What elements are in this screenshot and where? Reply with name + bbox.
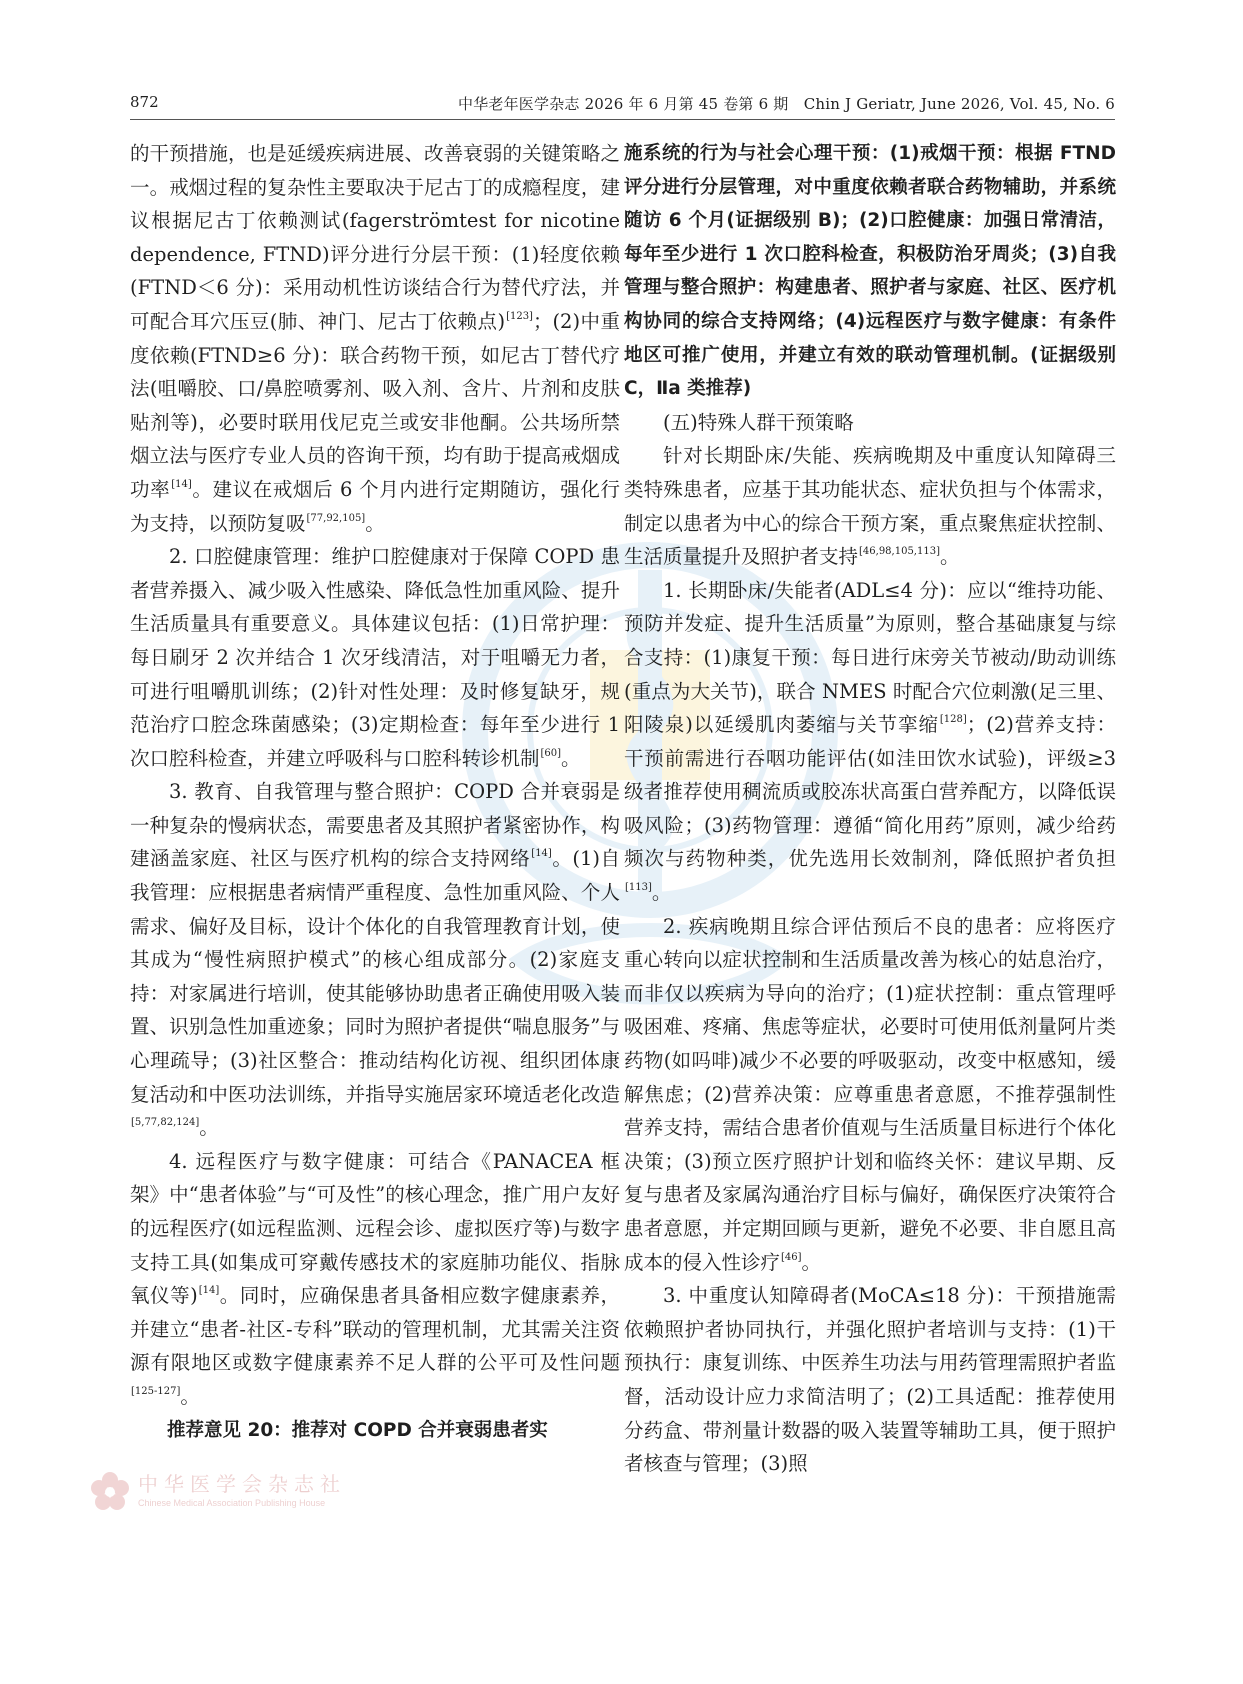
citation[interactable]: [14] [198, 1285, 220, 1297]
citation[interactable]: [77,92,105] [306, 512, 366, 524]
citation[interactable]: [5,77,82,124] [131, 1117, 200, 1129]
citation[interactable]: [14] [171, 478, 192, 490]
citation[interactable]: [46] [781, 1251, 802, 1263]
section-heading-special-populations: (五)特殊人群干预策略 [663, 410, 854, 434]
paragraph-special-populations-intro: 针对长期卧床/失能、疾病晚期及中重度认知障碍三类特殊患者，应基于其功能状态、症状负担与个体需求，制定以患者为中心的综合干预方案，重点聚焦症状控制、生活质量提升及照护者支持[46,98,105,113]。 [624, 444, 1116, 569]
paragraph-oral-health: 2. 口腔健康管理：维护口腔健康对于保障 COPD 患者营养摄入、减少吸入性感染、降低急性加重风险、提升生活质量具有重要意义。具体建议包括：(1)日常护理：每日刷牙 2 次并结合 1 次牙线清洁，对于咀嚼无力者，可进行咀嚼肌训练；(2)针对性处理：及时修复缺牙，规范治疗口腔念珠菌感染；(3)定期检查：每年至少进行 1 次口腔科检查，并建立呼吸科与口腔科转诊机制[60]。 [130, 545, 620, 770]
running-header [130, 91, 1115, 120]
paragraph-bedridden: 1. 长期卧床/失能者(ADL≤4 分)：应以“维持功能、预防并发症、提升生活质量”为原则，整合基础康复与综合支持：(1)康复干预：每日进行床旁关节被动/助动训练(重点为大关节)，联合 NMES 时配合穴位刺激(足三里、阳陵泉)以延缓肌肉萎缩与关节挛缩[128]；(2)营养支持：干预前需进行吞咽功能评估(如洼田饮水试验)，评级≥3 级者推荐使用稠流质或胶冻状高蛋白营养配方，以降低误吸风险；(3)药物管理：遵循“简化用药”原则，减少给药频次与药物种类，优先选用长效制剂，降低照护者负担[113]。 [624, 578, 1117, 905]
citation[interactable]: [60] [540, 747, 562, 759]
publisher-flower-icon [88, 1470, 132, 1514]
journal-citation: 中华老年医学杂志 2026 年 6 月第 45 卷第 6 期 Chin J Geriatr, June 2026, Vol. 45, No. 6 [458, 95, 1115, 113]
paragraph-telemedicine: 4. 远程医疗与数字健康：可结合《PANACEA 框架》中“患者体验”与“可及性”的核心理念，推广用户友好的远程医疗(如远程监测、远程会诊、虚拟医疗等)与数字支持工具(如集成可穿戴传感技术的家庭肺功能仪、指脉氧仪等)[14]。同时，应确保患者具备相应数字健康素养，并建立“患者-社区-专科”联动的管理机制，尤其需关注资源有限地区或数字健康素养不足人群的公平可及性问题[125-127]。 [130, 1149, 620, 1408]
recommendation-20-continued: 施系统的行为与社会心理干预：(1)戒烟干预：根据 FTND 评分进行分层管理，对中重度依赖者联合药物辅助，并系统随访 6 个月(证据级别 B)；(2)口腔健康：加强日常清洁，每年至少进行 1 次口腔科检查，积极防治牙周炎；(3)自我管理与整合照护：构建患者、照护者与家庭、社区、医疗机构协同的综合支持网络；(4)远程医疗与数字健康：有条件地区可推广使用，并建立有效的联动管理机制。(证据级别 C，Ⅱa 类推荐) [624, 143, 1116, 400]
citation[interactable]: [123] [506, 310, 533, 322]
right-column [624, 137, 1116, 1481]
paragraph-self-management: 3. 教育、自我管理与整合照护：COPD 合并衰弱是一种复杂的慢病状态，需要患者及其照护者紧密协作，构建涵盖家庭、社区与医疗机构的综合支持网络[14]。(1)自我管理：应根据患者病情严重程度、急性加重风险、个人需求、偏好及目标，设计个体化的自我管理教育计划，使其成为“慢性病照护模式”的核心组成部分。(2)家庭支持：对家属进行培训，使其能够协助患者正确使用吸入装置、识别急性加重迹象；同时为照护者提供“喘息服务”与心理疏导；(3)社区整合：推动结构化访视、组织团体康复活动和中医功法训练，并指导实施居家环境适老化改造[5,77,82,124]。 [130, 780, 620, 1140]
citation[interactable]: [125-127] [131, 1385, 181, 1397]
paragraph-end-stage: 2. 疾病晚期且综合评估预后不良的患者：应将医疗重心转向以症状控制和生活质量改善为核心的姑息治疗，而非仅以疾病为导向的治疗；(1)症状控制：重点管理呼吸困难、疼痛、焦虑等症状，必要时可使用低剂量阿片类药物(如吗啡)减少不必要的呼吸驱动，改变中枢感知，缓解焦虑；(2)营养决策：应尊重患者意愿，不推荐强制性营养支持，需结合患者价值观与生活质量目标进行个体化决策；(3)预立医疗照护计划和临终关怀：建议早期、反复与患者及家属沟通治疗目标与偏好，确保医疗决策符合患者意愿，并定期回顾与更新，避免不必要、非自愿且高成本的侵入性诊疗[46]。 [624, 914, 1116, 1274]
left-column [130, 137, 620, 1447]
paragraph-smoking-cessation: 的干预措施，也是延缓疾病进展、改善衰弱的关键策略之一。戒烟过程的复杂性主要取决于尼古丁的成瘾程度，建议根据尼古丁依赖测试(fagerströmtest for nicotine dependence, FTND)评分进行分层干预：(1)轻度依赖(FTND＜6 分)：采用动机性访谈结合行为替代疗法，并可配合耳穴压豆(肺、神门、尼古丁依赖点)[123]；(2)中重度依赖(FTND≥6 分)：联合药物干预，如尼古丁替代疗法(咀嚼胶、口/鼻腔喷雾剂、吸入剂、含片、片剂和皮肤贴剂等)，必要时联用伐尼克兰或安非他酮。公共场所禁烟立法与医疗专业人员的咨询干预，均有助于提高戒烟成功率[14]。建议在戒烟后 6 个月内进行定期随访，强化行为支持，以预防复吸[77,92,105]。 [130, 142, 621, 535]
citation[interactable]: [128] [939, 714, 967, 726]
citation[interactable]: [14] [531, 848, 552, 860]
citation[interactable]: [113] [625, 882, 652, 894]
recommendation-20-start: 推荐意见 20：推荐对 COPD 合并衰弱患者实 [167, 1419, 548, 1441]
publisher-name-en: Chinese Medical Association Publishing House [138, 1498, 326, 1508]
citation[interactable]: [46,98,105,113] [859, 546, 940, 558]
publisher-name-zh: 中华医学会杂志社 [138, 1472, 346, 1496]
page-number: 872 [130, 93, 159, 111]
paragraph-cognitive-impairment: 3. 中重度认知障碍者(MoCA≤18 分)：干预措施需依赖照护者协同执行，并强化照护者培训与支持：(1)干预执行：康复训练、中医养生功法与用药管理需照护者监督，活动设计应力求简洁明了；(2)工具适配：推荐使用分药盒、带剂量计数器的吸入装置等辅助工具，便于照护者核查与管理；(3)照 [624, 1284, 1116, 1476]
publisher-watermark [88, 1462, 508, 1522]
